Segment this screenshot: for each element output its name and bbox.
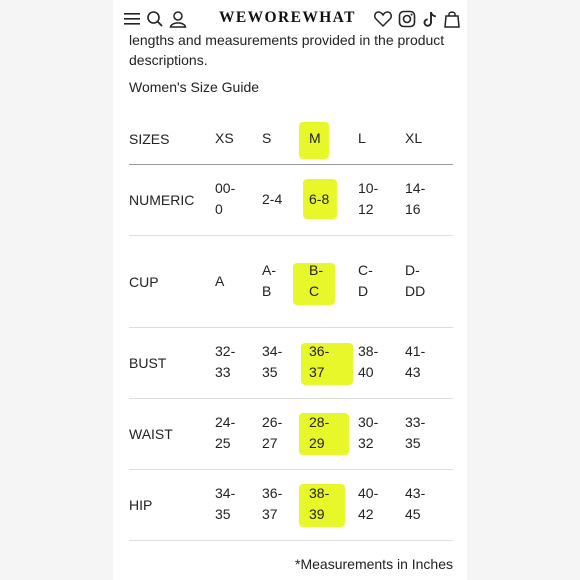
instagram-icon[interactable] (397, 9, 417, 29)
table-cell: 33- 35 (405, 414, 426, 451)
table-cell: A (215, 273, 225, 289)
table-cell: 24- 25 (215, 414, 236, 451)
measurements-footnote: *Measurements in Inches (295, 556, 453, 572)
table-cell: 34- 35 (262, 343, 283, 380)
table-cell: 26- 27 (262, 414, 283, 451)
row-label-cup: CUP (129, 274, 159, 290)
page (113, 0, 467, 580)
table-cell: 38- 39 (309, 485, 330, 522)
table-divider (129, 235, 453, 236)
table-header-l: L (358, 130, 366, 146)
table-divider (129, 398, 453, 399)
tiktok-icon[interactable] (420, 9, 440, 29)
account-icon[interactable] (168, 9, 188, 29)
table-cell: 41- 43 (405, 343, 426, 380)
table-cell: 38- 40 (358, 343, 379, 380)
left-backdrop (0, 0, 113, 580)
table-header-xl: XL (405, 130, 423, 146)
table-cell: 32- 33 (215, 343, 236, 380)
table-cell: B- C (309, 262, 323, 299)
table-divider (129, 540, 453, 541)
heart-icon[interactable] (373, 9, 393, 29)
table-header-m: M (309, 130, 321, 146)
table-cell: 30- 32 (358, 414, 379, 451)
table-divider (129, 469, 453, 470)
brand-logo[interactable]: WEWOREWHAT (219, 9, 356, 26)
table-header-sizes: SIZES (129, 131, 170, 147)
row-label-waist: WAIST (129, 426, 173, 442)
table-cell: D- DD (405, 262, 426, 299)
table-cell: 36- 37 (262, 485, 283, 522)
size-guide-title: Women's Size Guide (129, 79, 260, 95)
table-cell: C- D (358, 262, 373, 299)
table-cell: 43- 45 (405, 485, 426, 522)
table-cell: 10- 12 (358, 180, 379, 217)
table-header-xs: XS (215, 130, 234, 146)
table-divider (129, 327, 453, 328)
table-cell: 00- 0 (215, 180, 236, 217)
row-label-bust: BUST (129, 355, 167, 371)
bag-icon[interactable] (442, 9, 462, 29)
table-cell: 28- 29 (309, 414, 330, 451)
table-cell: 34- 35 (215, 485, 236, 522)
table-cell: 2-4 (262, 191, 283, 207)
search-icon[interactable] (145, 9, 165, 29)
table-header-s: S (262, 130, 272, 146)
right-backdrop (467, 0, 580, 580)
table-cell: 36- 37 (309, 343, 330, 380)
table-cell: 14- 16 (405, 180, 426, 217)
table-cell: 40- 42 (358, 485, 379, 522)
table-divider (129, 164, 453, 165)
table-cell: A- B (262, 262, 276, 299)
intro-text: lengths and measurements provided in the product descriptions. (129, 32, 445, 68)
table-cell: 6-8 (309, 191, 330, 207)
row-label-hip: HIP (129, 497, 153, 513)
row-label-numeric: NUMERIC (129, 192, 195, 208)
menu-icon[interactable] (122, 9, 142, 29)
